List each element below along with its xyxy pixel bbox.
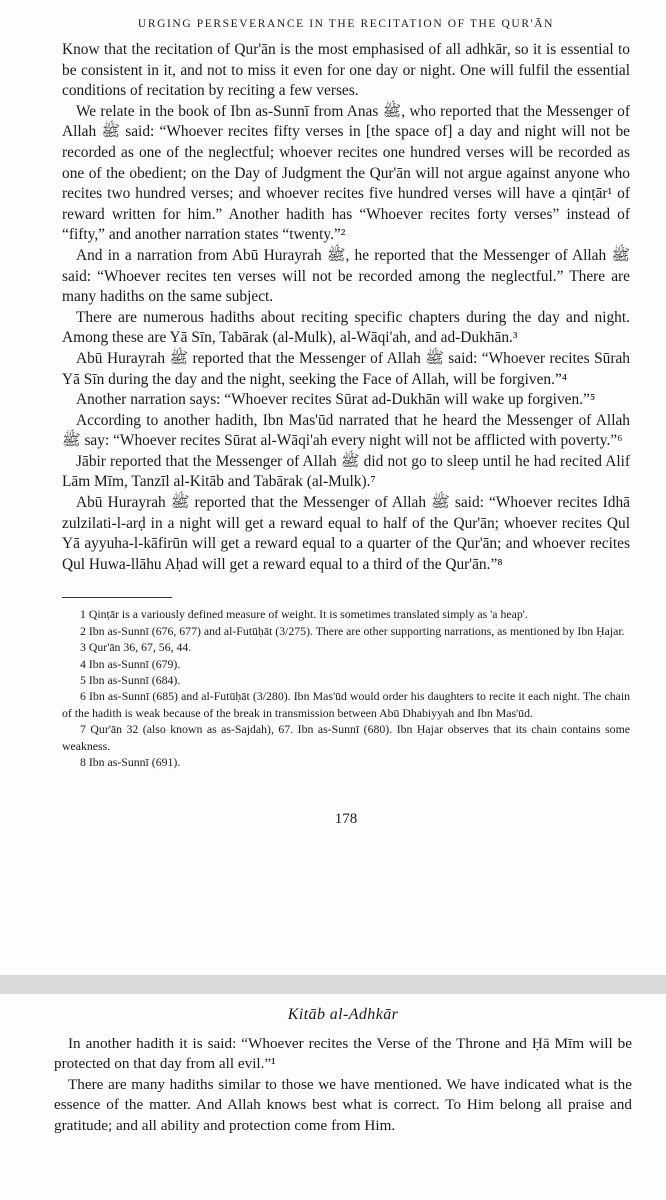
footnote-3: 3 Qur'ān 36, 67, 56, 44.	[80, 640, 192, 655]
footnote-4: 4 Ibn as-Sunnī (679).	[80, 656, 181, 671]
main-text-continued	[54, 1034, 632, 1136]
paragraph-next-2: There are many hadiths similar to those we have mentioned. We have indicated what is the essence of the matter. And Allah knows best what is correct. To Him belong all praise and gratitude; and all ability and protection come from Him.	[54, 1075, 632, 1134]
paragraph-8: Jābir reported that the Messenger of Allah ﷺ did not go to sleep until he had recited Alif Lām Mīm, Tanzīl al-Kitāb and Tabārak (al-Mulk).⁷	[62, 452, 631, 491]
running-head: URGING PERSEVERANCE IN THE RECITATION OF THE QUR'ĀN	[137, 18, 555, 30]
footnote-7: 7 Qur'ān 32 (also known as as-Sajdah), 67. Ibn as-Sunnī (680). Ibn Ḥajar observes that its chain contains some weakness.	[62, 722, 630, 753]
paragraph-3: And in a narration from Abū Hurayrah ﷺ, he reported that the Messenger of Allah ﷺ said: “Whoever recites ten verses will not be recorded among the neglectful.” There are many hadiths on the same subject.	[62, 246, 630, 306]
next-page	[0, 994, 666, 1200]
footnote-1: 1 Qinṭār is a variously defined measure of weight. It is sometimes translated simply as 'a heap'.	[80, 607, 528, 622]
paragraph-6: Another narration says: “Whoever recites Sūrat ad-Dukhān will wake up forgiven.”⁵	[76, 391, 596, 409]
paragraph-7: According to another hadith, Ibn Mas'ūd narrated that he heard the Messenger of Allah ﷺ say: “Whoever recites Sūrat al-Wāqi'ah every night will not be afflicted with poverty.”⁶	[62, 411, 630, 450]
footnote-5: 5 Ibn as-Sunnī (684).	[80, 673, 181, 688]
paragraph-2: We relate in the book of Ibn as-Sunnī from Anas ﷺ, who reported that the Messenger of Allah ﷺ said: “Whoever recites fifty verses in [the space of] a day and night will not be recorded as one of the neglectful; whoever recites one hundred verses will be recorded as one of the obedient; on the Day of Judgment the Qur'ān will not argue against anyone who recites two hundred verses; and whoever recites five hundred verses will have a qinṭār¹ of reward written for him.” Another hadith has “Whoever recites forty verses” instead of “fifty,” and another narration states “twenty.”²	[62, 102, 630, 244]
paragraph-5: Abū Hurayrah ﷺ reported that the Messenger of Allah ﷺ said: “Whoever recites Sūrah Yā Sīn during the day and the night, seeking the Face of Allah, will be forgiven.”⁴	[62, 349, 630, 388]
paragraph-1: Know that the recitation of Qur'ān is the most emphasised of all adhkār, so it is essential to be consistent in it, and not to miss it even for one day or night. One will fulfil the essential conditions of recitation by reciting a few verses.	[62, 41, 630, 100]
paragraph-4: There are numerous hadiths about reciting specific chapters during the day and night. Among these are Yā Sīn, Tabārak (al-Mulk), al-Wāqi'ah, and ad-Dukhān.³	[62, 308, 630, 347]
paragraph-next-1: In another hadith it is said: “Whoever recites the Verse of the Throne and Ḥā Mīm will be protected on that day from all evil.”¹	[54, 1035, 632, 1073]
footnote-8: 8 Ibn as-Sunnī (691).	[80, 755, 181, 770]
page-number: 178	[334, 810, 358, 827]
main-text	[62, 40, 630, 575]
paragraph-9: Abū Hurayrah ﷺ reported that the Messenger of Allah ﷺ said: “Whoever recites Idhā zulzilati-l-arḍ in a night will get a reward equal to half of the Qur'ān; whoever recites Qul Yā ayyuha-l-kāfirūn will get a reward equal to a quarter of the Qur'ān; and whoever recites Qul Huwa-llāhu Aḥad will get a reward equal to a third of the Qur'ān.”⁸	[62, 494, 630, 573]
footnote-divider	[62, 597, 172, 598]
footnote-6: 6 Ibn as-Sunnī (685) and al-Futūḥāt (3/280). Ibn Mas'ūd would order his daughters to recite it each night. The chain of the hadith is weak because of the break in transmission between Abū Dhabiyyah and Ibn Mas'ūd.	[62, 689, 630, 720]
running-head-title: Kitāb al-Adhkār	[287, 1006, 399, 1023]
footnote-2: 2 Ibn as-Sunnī (676, 677) and al-Futūḥāt (3/275). There are other supporting narrations, as mentioned by Ibn Ḥajar.	[80, 623, 625, 638]
footnotes	[62, 606, 630, 770]
